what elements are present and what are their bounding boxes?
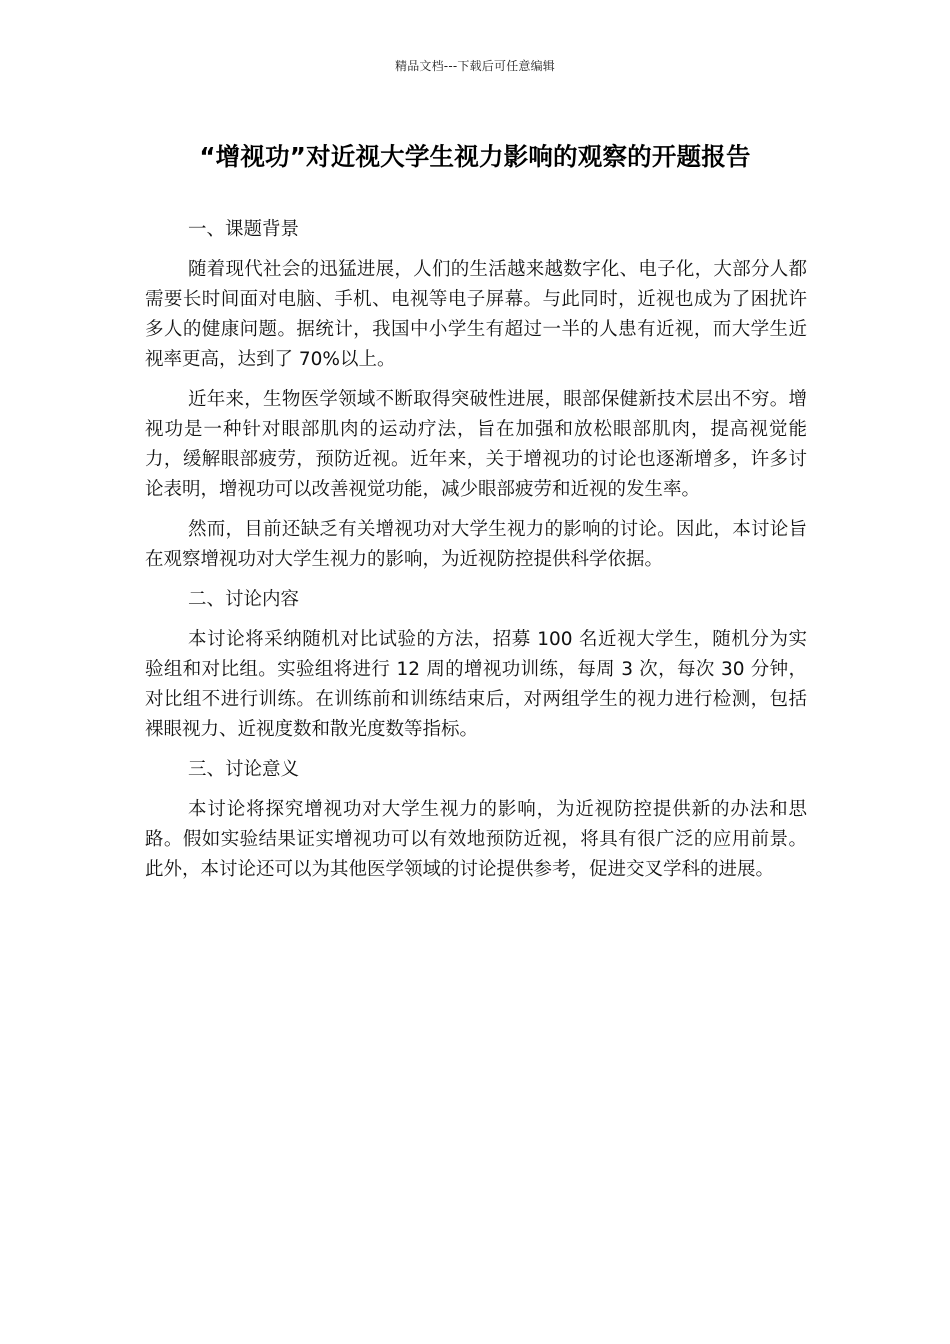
paragraph: 近年来，生物医学领域不断取得突破性进展，眼部保健新技术层出不穷。增视功是一种针对眼部肌肉的运动疗法，旨在加强和放松眼部肌肉，提高视觉能力，缓解眼部疲劳，预防近视。近年来，关于增视功的讨论也逐渐增多，许多讨论表明，增视功可以改善视觉功能，减少眼部疲劳和近视的发生率。	[145, 389, 807, 500]
section-heading: 二、讨论内容	[188, 589, 300, 610]
section-heading: 三、讨论意义	[188, 759, 300, 780]
paragraph: 本讨论将探究增视功对大学生视力的影响，为近视防控提供新的办法和思路。假如实验结果证实增视功可以有效地预防近视，将具有很广泛的应用前景。此外，本讨论还可以为其他医学领域的讨论提供参考，促进交叉学科的进展。	[145, 799, 807, 880]
section-background	[145, 215, 807, 575]
header-note: 精品文档---下载后可任意编辑	[395, 59, 555, 73]
document-body	[145, 215, 807, 895]
paragraph: 随着现代社会的迅猛进展，人们的生活越来越数字化、电子化，大部分人都需要长时间面对电脑、手机、电视等电子屏幕。与此同时，近视也成为了困扰许多人的健康问题。据统计，我国中小学生有超过一半的人患有近视，而大学生近视率更高，达到了 70%以上。	[145, 259, 807, 370]
document-title: “增视功”对近视大学生视力影响的观察的开题报告	[199, 142, 751, 171]
section-significance	[145, 755, 807, 885]
section-content	[145, 585, 807, 745]
paragraph: 然而，目前还缺乏有关增视功对大学生视力的影响的讨论。因此，本讨论旨在观察增视功对大学生视力的影响，为近视防控提供科学依据。	[145, 519, 807, 570]
section-heading: 一、课题背景	[188, 219, 300, 240]
paragraph: 本讨论将采纳随机对比试验的方法，招募 100 名近视大学生，随机分为实验组和对比组。实验组将进行 12 周的增视功训练，每周 3 次，每次 30 分钟，对比组不进行训练。在训练前和训练结束后，对两组学生的视力进行检测，包括裸眼视力、近视度数和散光度数等指标。	[145, 629, 807, 740]
